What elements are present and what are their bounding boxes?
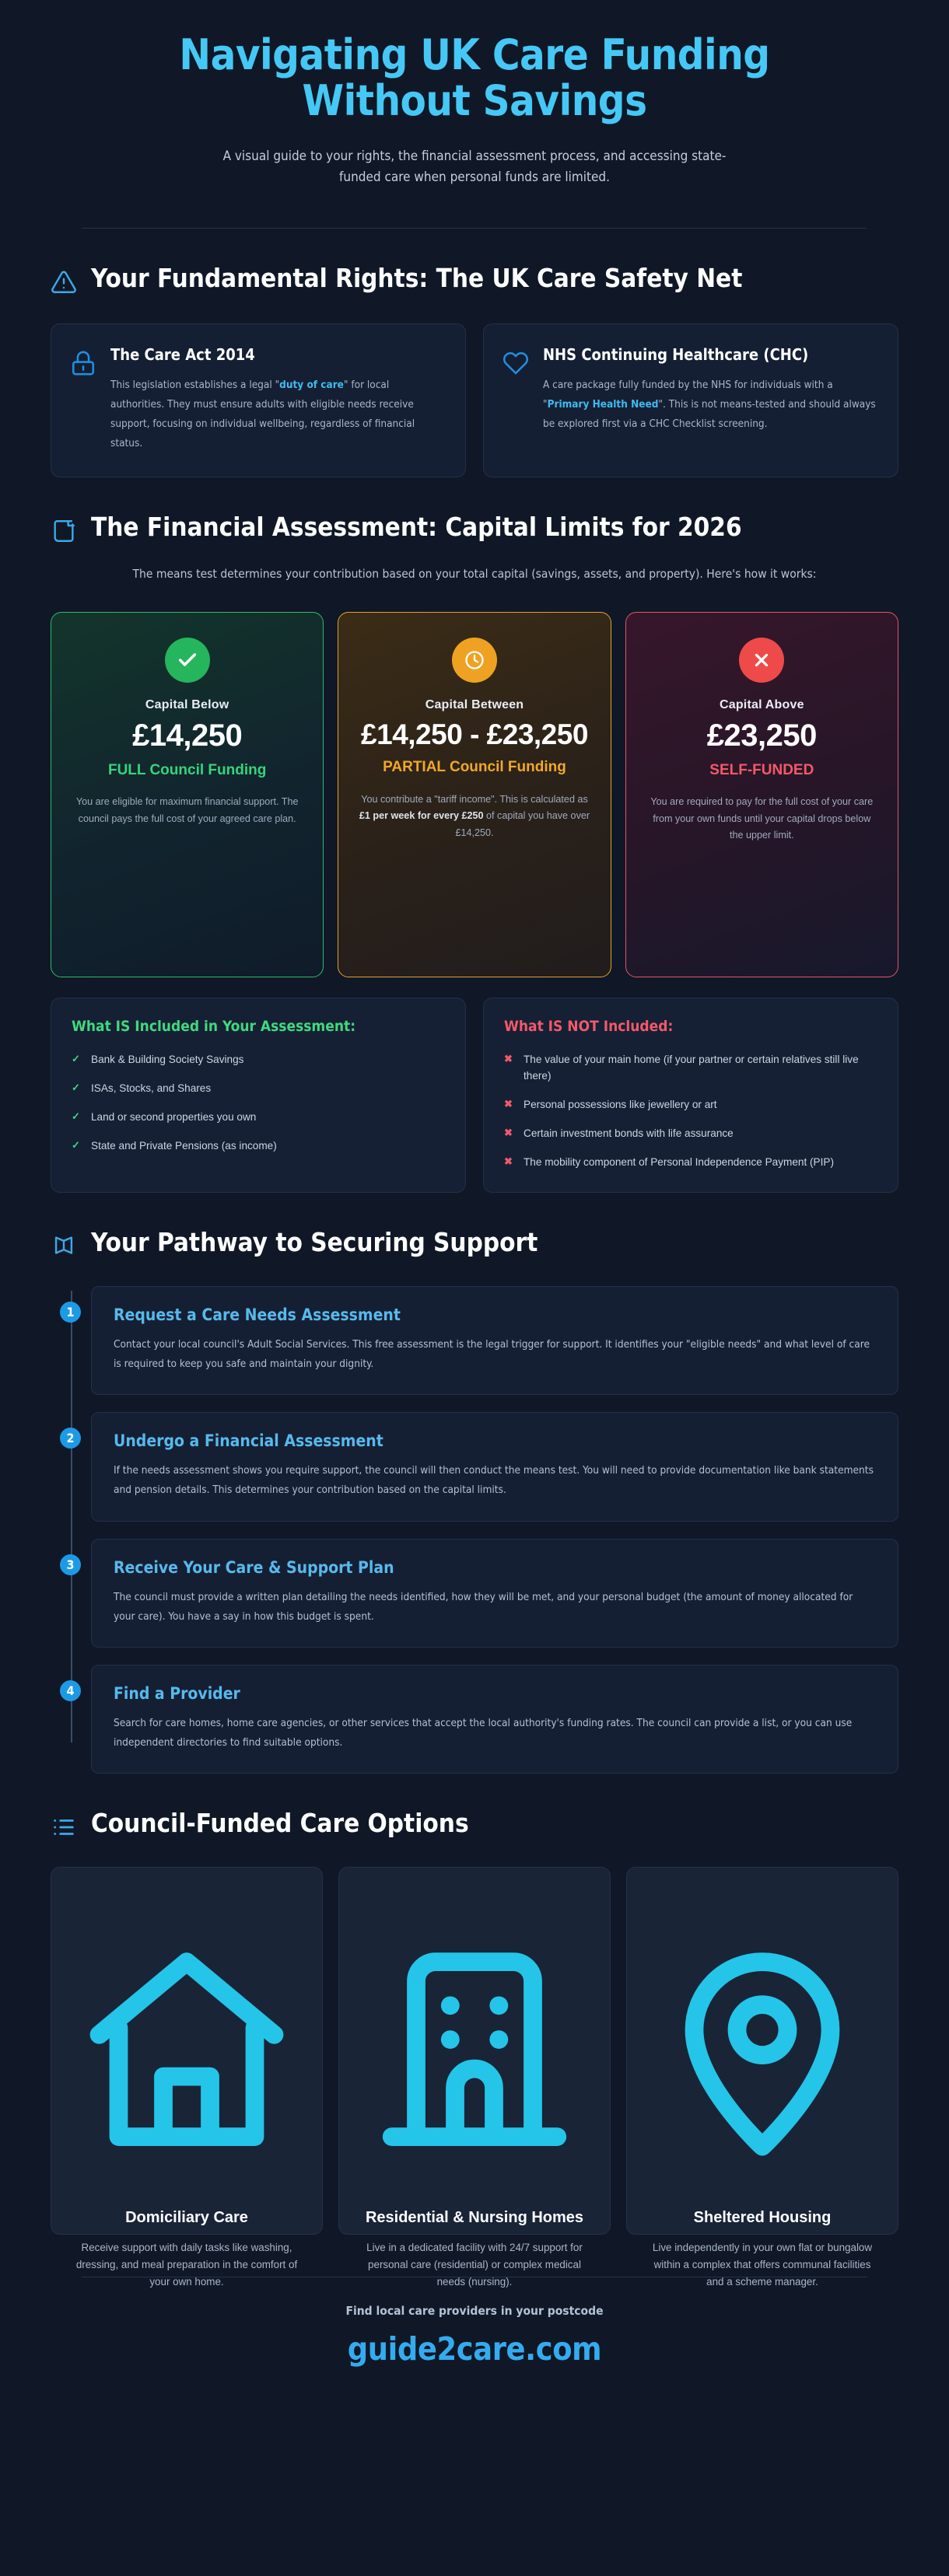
heart-icon	[503, 348, 529, 379]
lock-icon	[70, 348, 96, 379]
included-card	[51, 998, 466, 1193]
care-option-sheltered	[626, 1867, 898, 2288]
page-subtitle: A visual guide to your rights, the financial assessment process, and accessing state-funded care when personal funds are limited.	[222, 148, 727, 186]
rights-card-body: This legislation establishes a legal "duty of care" for local authorities. They must ensure adults with eligible needs receive support, focusing on individual wellbeing, regardless of financial status.	[110, 378, 415, 450]
pathway-step-3	[66, 1539, 898, 1648]
list-item: ✓ State and Private Pensions (as income)	[72, 1138, 445, 1154]
rights-card-highlight: Primary Health Need	[547, 397, 659, 411]
check-icon: ✓	[72, 1081, 80, 1093]
pathway-section-title: Your Pathway to Securing Support	[91, 1226, 538, 1257]
scroll-document-icon	[51, 518, 77, 544]
care-option-body: Live in a dedicated facility with 24/7 support for personal care (residential) or complex medical needs (nursing).	[366, 2241, 583, 2288]
pathway-step-4	[66, 1665, 898, 1774]
rights-card-highlight: duty of care	[279, 378, 344, 391]
pathway-steps	[51, 1286, 898, 1774]
capital-card-desc: You are eligible for maximum financial support. The council pays the full cost of your agreed care plan.	[75, 796, 299, 824]
included-list	[72, 1051, 445, 1154]
check-icon: ✓	[72, 1138, 80, 1151]
building-icon	[358, 1891, 591, 2207]
rights-card-chc	[483, 323, 898, 477]
hero-section	[51, 0, 898, 189]
assessment-section-header	[51, 477, 898, 544]
rights-section-title: Your Fundamental Rights: The UK Care Safety Net	[91, 262, 743, 293]
list-item: ✓ ISAs, Stocks, and Shares	[72, 1080, 445, 1096]
rights-cards	[51, 323, 898, 477]
not-included-list	[504, 1051, 877, 1170]
check-icon: ✓	[72, 1052, 80, 1064]
care-option-cards	[51, 1867, 898, 2288]
list-item: ✖ Personal possessions like jewellery or art	[504, 1096, 877, 1113]
rights-card-care-act	[51, 323, 466, 477]
capital-card-below	[51, 612, 324, 977]
list-item: ✓ Land or second properties you own	[72, 1109, 445, 1125]
list-item: ✖ The value of your main home (if your partner or certain relatives still live there)	[504, 1052, 859, 1082]
footer	[0, 2277, 949, 2368]
footer-website[interactable]: guide2care.com	[347, 2330, 602, 2368]
rights-card-title: The Care Act 2014	[110, 344, 255, 364]
list-item: ✖ Certain investment bonds with life assurance	[504, 1125, 877, 1141]
care-option-title: Residential & Nursing Homes	[365, 2209, 584, 2227]
capital-card-desc: You are required to pay for the full cost of your care from your own funds until your capital drops below the upper limit.	[650, 796, 874, 841]
step-number-badge: 3	[60, 1554, 81, 1575]
care-option-title: Domiciliary Care	[125, 2209, 248, 2227]
not-included-card	[483, 998, 898, 1193]
capital-card-tag: FULL Council Funding	[107, 761, 267, 778]
options-section-header	[51, 1774, 898, 1840]
capital-card-desc: You contribute a "tariff income". This is calculated as £1 per week for every £250 of capital you have over £14,250.	[359, 793, 590, 839]
step-body: If the needs assessment shows you require support, the council will then conduct the means test. You will need to provide documentation like bank statements and pension details. This determines your contribution based on the capital limits.	[114, 1464, 874, 1497]
inclusion-cards	[51, 998, 898, 1193]
list-item: ✓ Bank & Building Society Savings	[72, 1051, 445, 1068]
step-number-badge: 1	[60, 1302, 81, 1323]
home-icon	[70, 1891, 303, 2207]
clock-circle-icon	[452, 638, 497, 683]
care-option-body: Live independently in your own flat or bungalow within a complex that offers communal facilities and a scheme manager.	[652, 2241, 873, 2288]
assessment-section-subtitle: The means test determines your contribution based on your total capital (savings, assets, and property). Here's how it works:	[132, 567, 817, 582]
capital-card-amount: £14,250 - £23,250	[361, 718, 588, 751]
capital-card-label: Capital Below	[145, 698, 229, 712]
options-section-title: Council-Funded Care Options	[91, 1808, 469, 1839]
check-icon: ✓	[72, 1110, 80, 1122]
step-body: Contact your local council's Adult Social Services. This free assessment is the legal trigger for support. It identifies your "eligible needs" and what level of care is required to keep you safe and maintain your dignity.	[114, 1337, 870, 1371]
capital-card-amount: £14,250	[132, 718, 243, 753]
rights-card-title: NHS Continuing Healthcare (CHC)	[543, 344, 809, 364]
footer-tagline: Find local care providers in your postcode	[345, 2304, 604, 2319]
step-body: The council must provide a written plan detailing the needs identified, how they will be met, and your personal budget (the amount of money allocated for your care). You have a say in how this budget is spent.	[114, 1590, 853, 1623]
list-icon	[51, 1814, 77, 1840]
capital-card-between	[338, 612, 611, 977]
included-title: What IS Included in Your Assessment:	[72, 1018, 356, 1036]
alert-triangle-icon	[51, 269, 77, 295]
page-title: Navigating UK Care Funding Without Savings	[179, 30, 770, 125]
step-number-badge: 4	[60, 1680, 81, 1701]
cross-icon: ✖	[504, 1097, 513, 1110]
pathway-step-1	[66, 1286, 898, 1395]
capital-card-label: Capital Between	[425, 698, 524, 712]
check-circle-icon	[165, 638, 210, 683]
timeline-rail	[71, 1291, 72, 1742]
capital-card-tag: SELF-FUNDED	[709, 761, 814, 778]
map-pin-icon	[646, 1891, 879, 2207]
pathway-step-2	[66, 1412, 898, 1521]
not-included-title: What IS NOT Included:	[504, 1018, 674, 1036]
assessment-section-title: The Financial Assessment: Capital Limits for 2026	[91, 512, 742, 543]
care-option-body: Receive support with daily tasks like washing, dressing, and meal preparation in the comfort of your own home.	[75, 2241, 298, 2288]
capital-card-above	[625, 612, 898, 977]
step-title: Request a Care Needs Assessment	[114, 1305, 401, 1324]
capital-card-amount: £23,250	[706, 718, 817, 753]
list-item: ✖ The mobility component of Personal Independence Payment (PIP)	[504, 1154, 877, 1170]
cross-icon: ✖	[504, 1052, 513, 1064]
route-map-icon	[51, 1233, 77, 1260]
cross-icon: ✖	[504, 1126, 513, 1138]
capital-card-tag: PARTIAL Council Funding	[383, 759, 566, 776]
rights-section-header	[51, 229, 898, 295]
step-number-badge: 2	[60, 1428, 81, 1449]
cross-icon: ✖	[504, 1155, 513, 1167]
step-title: Undergo a Financial Assessment	[114, 1431, 383, 1451]
pathway-section-header	[51, 1193, 898, 1260]
care-option-domiciliary	[51, 1867, 323, 2288]
care-option-residential	[338, 1867, 611, 2288]
capital-card-label: Capital Above	[719, 698, 804, 712]
step-title: Receive Your Care & Support Plan	[114, 1557, 394, 1577]
care-option-title: Sheltered Housing	[693, 2209, 832, 2227]
capital-cards	[51, 612, 898, 977]
rights-card-body: A care package fully funded by the NHS for individuals with a "Primary Health Need". This is not means-tested and should always be explored first via a CHC Checklist screening.	[543, 378, 876, 430]
step-body: Search for care homes, home care agencies, or other services that accept the local authority's funding rates. The council can provide a list, or you can use independent directories to find suitable options.	[114, 1716, 853, 1749]
step-title: Find a Provider	[114, 1683, 240, 1703]
x-circle-icon	[739, 638, 784, 683]
